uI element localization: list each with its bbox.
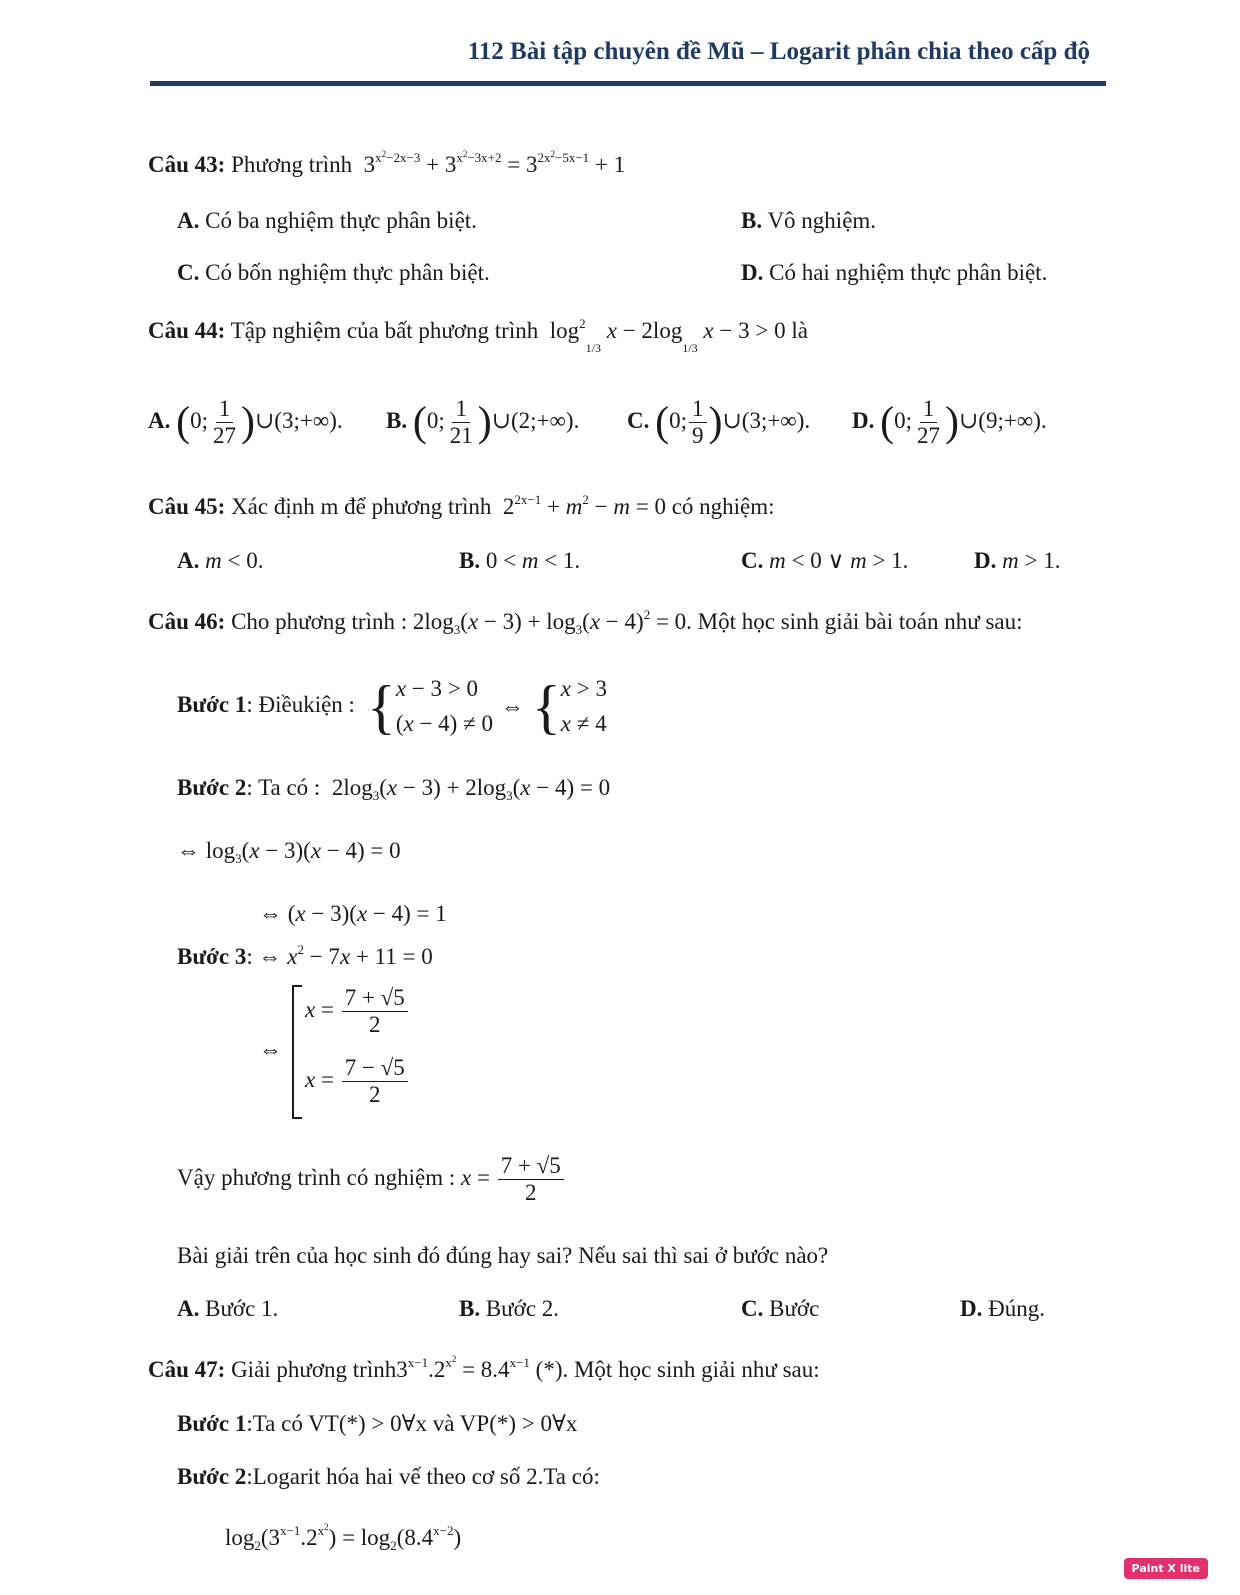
- q44-inequality: $\log^2_{1/3} x - 2\log_{1/3}$ x − 3 > 0: [544, 316, 786, 355]
- q46-conclusion: Vậy phương trình có nghiệm : x = $\frac{7 + √5}{2}$: [177, 1153, 566, 1207]
- q46-step2-line2: ⇔ $\log_3(x - 3)(x - 4) = 0$: [177, 838, 401, 866]
- q47-step2-equation: $\log_2(3^{x-1}.2^{x^2}) = \log_2(8.4^{x-2})$: [225, 1522, 462, 1553]
- q43-label: Câu 43:: [148, 152, 226, 177]
- q46-suffix: . Một học sinh giải bài toán như sau:: [686, 609, 1023, 634]
- q45-text: Xác định m để phương trình: [231, 494, 492, 519]
- q45-option-a[interactable]: A. m < 0.: [177, 548, 264, 573]
- q46-step3-bracket: [292, 985, 302, 1119]
- q43-equation: $3^{x^2-2x-3} + 3^{x^2-3x+2} = 3^{2x^2-5x-1} + 1$: [357, 149, 626, 177]
- q46-equation: $2\log_3(x - 3) + \log_3(x - 4)^2 = 0$: [412, 607, 687, 637]
- q43-text: Phương trình: [231, 152, 353, 177]
- q45-option-c[interactable]: C. m < 0 ∨ m > 1.: [741, 548, 909, 573]
- q46-text: Cho phương trình :: [231, 609, 408, 634]
- header-divider: [150, 81, 1106, 86]
- q45-suffix: có nghiệm:: [671, 494, 775, 519]
- q46-step1: Bước 1: Điềukiện :: [177, 692, 355, 717]
- q45-label: Câu 45:: [148, 494, 226, 519]
- q46-option-d[interactable]: D. Đúng.: [960, 1296, 1045, 1321]
- q46-step2-line3: ⇔ (x − 3)(x − 4) = 1: [259, 901, 447, 926]
- q46-step3-root1: x = $\frac{7 + √5}{2}$: [305, 985, 410, 1039]
- q46-option-a[interactable]: A. Bước 1.: [177, 1296, 279, 1321]
- page-header-title: 112 Bài tập chuyên đề Mũ – Logarit phân chia theo cấp độ: [467, 38, 1090, 65]
- q47-text: Giải phương trình: [231, 1357, 397, 1382]
- q44-option-c[interactable]: C. (0; $\frac{1}{9}$ )∪(3;+∞).: [627, 396, 811, 449]
- q47-label: Câu 47:: [148, 1357, 226, 1382]
- q46-step2: Bước 2: Ta có : $2\log_3(x - 3) + 2\log_3(x - 4) = 0$: [177, 775, 611, 803]
- q46-question: Bài giải trên của học sinh đó đúng hay sai? Nếu sai thì sai ở bước nào?: [177, 1243, 829, 1268]
- q44-label: Câu 44:: [148, 318, 226, 343]
- q45-option-d[interactable]: D. m > 1.: [974, 548, 1061, 573]
- q44-text: Tập nghiệm của bất phương trình: [230, 318, 539, 343]
- q43-option-c[interactable]: C. Có bốn nghiệm thực phân biệt.: [177, 260, 490, 285]
- q47-suffix: (*). Một học sinh giải như sau:: [535, 1357, 820, 1382]
- question-46: [148, 609, 1023, 635]
- q46-step3-equiv: ⇔: [259, 1037, 282, 1062]
- q43-option-d[interactable]: D. Có hai nghiệm thực phân biệt.: [741, 260, 1048, 285]
- q46-option-b[interactable]: B. Bước 2.: [459, 1296, 560, 1321]
- paint-x-lite-badge: Paint X lite: [1124, 1558, 1208, 1579]
- q47-step2: Bước 2:Logarit hóa hai vế theo cơ số 2.Ta có:: [177, 1464, 600, 1489]
- q45-option-b[interactable]: B. 0 < m < 1.: [459, 548, 581, 573]
- q43-option-a[interactable]: A. Có ba nghiệm thực phân biệt.: [177, 208, 477, 233]
- q46-label: Câu 46:: [148, 609, 226, 634]
- question-44: [148, 316, 808, 355]
- q46-option-c[interactable]: C. Bước: [741, 1296, 820, 1321]
- q44-option-a[interactable]: A. (0; $\frac{1}{27}$ )∪(3;+∞).: [148, 396, 343, 449]
- q46-step3: Bước 3: ⇔ $x^2 - 7x + 11 = 0$: [177, 942, 433, 969]
- q44-option-b[interactable]: B. (0; $\frac{1}{21}$ )∪(2;+∞).: [386, 396, 580, 449]
- q46-step3-root2: x = $\frac{7 - √5}{2}$: [305, 1055, 410, 1109]
- question-45: [148, 494, 775, 520]
- question-47: [148, 1354, 820, 1383]
- q47-step1: Bước 1:Ta có VT(*) > 0∀x và VP(*) > 0∀x: [177, 1411, 578, 1436]
- q43-option-b[interactable]: B. Vô nghiệm.: [741, 208, 877, 233]
- q46-step1-system: { x − 3 > 0 (x − 4) ≠ 0 ⇔ { x > 3 x ≠ 4: [367, 673, 607, 740]
- question-43: [148, 149, 626, 178]
- q47-equation: $3^{x-1}.2^{x^2} = 8.4^{x-1}$: [396, 1354, 530, 1382]
- q44-suffix: là: [791, 318, 808, 343]
- q45-equation: $2^{2x-1} + m^2 - m = 0$: [497, 492, 666, 519]
- q44-option-d[interactable]: D. (0; $\frac{1}{27}$ )∪(9;+∞).: [852, 396, 1047, 449]
